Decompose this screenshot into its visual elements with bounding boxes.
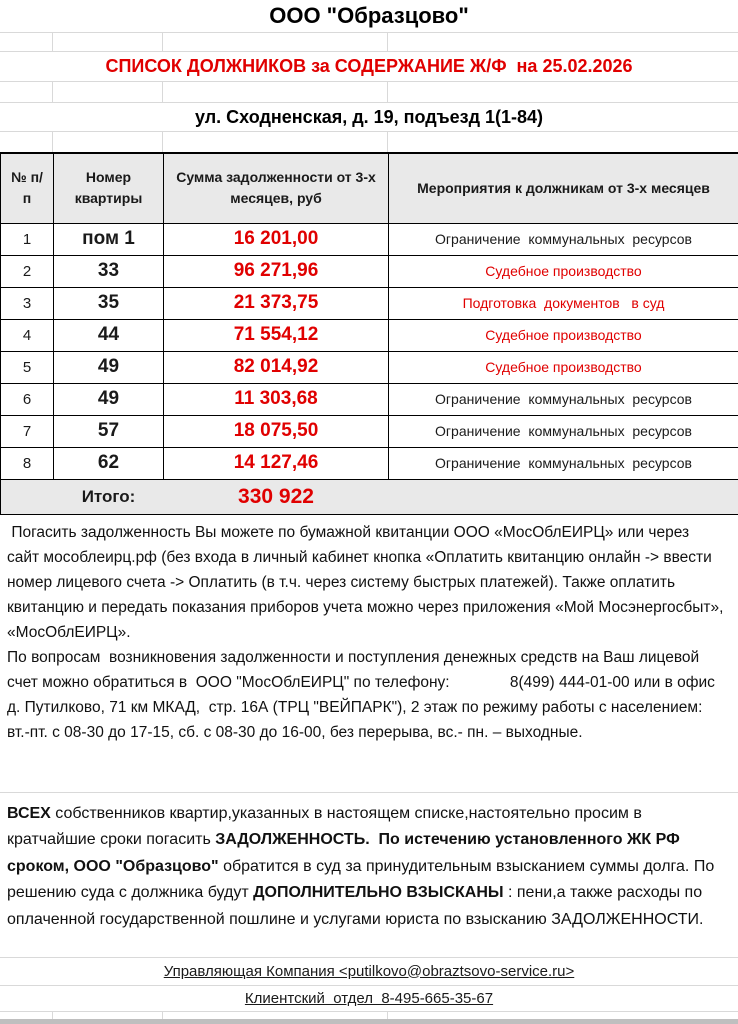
- row-number: 7: [1, 415, 54, 447]
- total-amount: 330 922: [164, 479, 389, 514]
- gridline-vertical: [52, 82, 53, 102]
- payment-info-paragraph-1: Погасить задолженность Вы можете по бумажной квитанции ООО «МосОблЕИРЦ» или через сайт мособлеирц.рф (без входа в личный кабинет кнопка «Оплатить квитанцию онлайн -> ввести номер лицевого счета -> Оплатить (в т.ч. через систему быстрых платежей). Также оплатить квитанцию и передать показания приборов учета можно через приложения «Мой Мосэнергосбыт», «МосОблЕИРЦ».: [7, 523, 728, 641]
- gridline-vertical: [52, 132, 53, 152]
- debtor-action: Судебное производство: [389, 319, 738, 351]
- table-row: [1, 415, 738, 447]
- notice-segment: ЗАДОЛЖЕННОСТЬ. По истечению установленного ЖК РФ сроком, ООО "Образцово": [7, 831, 685, 875]
- row-number: 6: [1, 383, 54, 415]
- gridline-vertical: [52, 1012, 53, 1019]
- notice-segment: ДОПОЛНИТЕЛЬНО ВЗЫСКАНЫ: [253, 884, 504, 901]
- table-row: [1, 351, 738, 383]
- apartment-number: 35: [54, 287, 164, 319]
- notice-segment: собственников квартир,указанных в настоящем списке,настоятельно просим в кратчайшие сроки погасить: [7, 804, 647, 848]
- debtor-action: Ограничение коммунальных ресурсов: [389, 415, 738, 447]
- apartment-number: пом 1: [54, 223, 164, 255]
- debtor-action: Подготовка документов в суд: [389, 287, 738, 319]
- table-row: [1, 383, 738, 415]
- debt-amount: 96 271,96: [164, 255, 389, 287]
- spreadsheet-empty-row: [0, 1012, 738, 1019]
- debt-amount: 71 554,12: [164, 319, 389, 351]
- report-title: СПИСОК ДОЛЖНИКОВ за СОДЕРЖАНИЕ Ж/Ф на 25.02.2026: [0, 52, 738, 82]
- debt-amount: 16 201,00: [164, 223, 389, 255]
- notice-segment: ВСЕХ: [7, 804, 51, 822]
- debtors-table-header: [1, 153, 738, 223]
- gridline-vertical: [387, 1012, 388, 1019]
- apartment-number: 62: [54, 447, 164, 479]
- gridline-vertical: [387, 33, 388, 51]
- apartment-number: 44: [54, 319, 164, 351]
- table-row: [1, 319, 738, 351]
- gridline-vertical: [162, 132, 163, 152]
- apartment-number: 49: [54, 351, 164, 383]
- apartment-number: 49: [54, 383, 164, 415]
- gridline-vertical: [52, 33, 53, 51]
- bottom-edge-band: [0, 1019, 738, 1024]
- row-number: 5: [1, 351, 54, 383]
- debt-amount: 14 127,46: [164, 447, 389, 479]
- row-number: 1: [1, 223, 54, 255]
- legal-notice-text: [0, 793, 738, 958]
- debtors-table: [0, 152, 738, 515]
- debtor-action: Ограничение коммунальных ресурсов: [389, 383, 738, 415]
- column-header-amount: Сумма задолженности от 3-х месяцев, руб: [164, 153, 389, 223]
- debt-amount: 21 373,75: [164, 287, 389, 319]
- row-number: 8: [1, 447, 54, 479]
- payment-info-paragraph-2: По вопросам возникновения задолженности и поступления денежных средств на Ваш лицевой счет можно обратиться в ООО "МосОблЕИРЦ" по телефону: 8(499) 444-01-00 или в офис д. Путилково, 71 км МКАД, стр. 16А (ТРЦ "ВЕЙПАРК"), 2 этаж по режиму работы с населением: вт.-пт. с 08-30 до 17-15, сб. с 08-30 до 16-00, без перерыва, вс.- пн. – выходные.: [7, 648, 720, 741]
- total-row-spacer: [389, 479, 738, 514]
- debtor-action: Ограничение коммунальных ресурсов: [389, 223, 738, 255]
- total-row-spacer: [1, 479, 54, 514]
- gridline-vertical: [162, 33, 163, 51]
- spreadsheet-empty-row: [0, 82, 738, 103]
- management-company-email: Управляющая Компания <putilkovo@obraztsovo-service.ru>: [163, 962, 575, 980]
- table-row: [1, 223, 738, 255]
- column-header-apartment: Номер квартиры: [54, 153, 164, 223]
- row-number: 3: [1, 287, 54, 319]
- table-row: [1, 287, 738, 319]
- debt-amount: 18 075,50: [164, 415, 389, 447]
- apartment-number: 57: [54, 415, 164, 447]
- gridline-vertical: [387, 132, 388, 152]
- gridline-vertical: [162, 1012, 163, 1019]
- column-header-actions: Мероприятия к должникам от 3-х месяцев: [389, 153, 738, 223]
- debtor-action: Судебное производство: [389, 255, 738, 287]
- company-title: ООО "Образцово": [0, 0, 738, 33]
- gridline-vertical: [162, 82, 163, 102]
- table-row: [1, 447, 738, 479]
- table-row: [1, 255, 738, 287]
- total-row: [1, 479, 738, 514]
- building-address: ул. Сходненская, д. 19, подъезд 1(1-84): [0, 103, 738, 132]
- spreadsheet-empty-row: [0, 33, 738, 52]
- column-header-index: № п/п: [1, 153, 54, 223]
- debtor-action: Судебное производство: [389, 351, 738, 383]
- debt-amount: 11 303,68: [164, 383, 389, 415]
- notice-segment: : пени,а также расходы по оплаченной государственной пошлине и услугами юриста по взысканию ЗАДОЛЖЕННОСТИ.: [7, 884, 707, 928]
- debt-amount: 82 014,92: [164, 351, 389, 383]
- spreadsheet-empty-row: [0, 132, 738, 152]
- apartment-number: 33: [54, 255, 164, 287]
- payment-info-text: [0, 515, 738, 767]
- notice-segment: обратится в суд за принудительным взысканием суммы долга. По решению суда с должника будут: [7, 857, 719, 901]
- row-number: 4: [1, 319, 54, 351]
- client-department-contact-row: [0, 986, 738, 1012]
- client-department-phone: Клиентский отдел 8-495-665-35-67: [244, 989, 494, 1007]
- debtor-action: Ограничение коммунальных ресурсов: [389, 447, 738, 479]
- row-number: 2: [1, 255, 54, 287]
- management-company-contact-row: [0, 958, 738, 986]
- gridline-vertical: [387, 82, 388, 102]
- total-label: Итого:: [54, 479, 164, 514]
- spreadsheet-empty-row: [0, 767, 738, 793]
